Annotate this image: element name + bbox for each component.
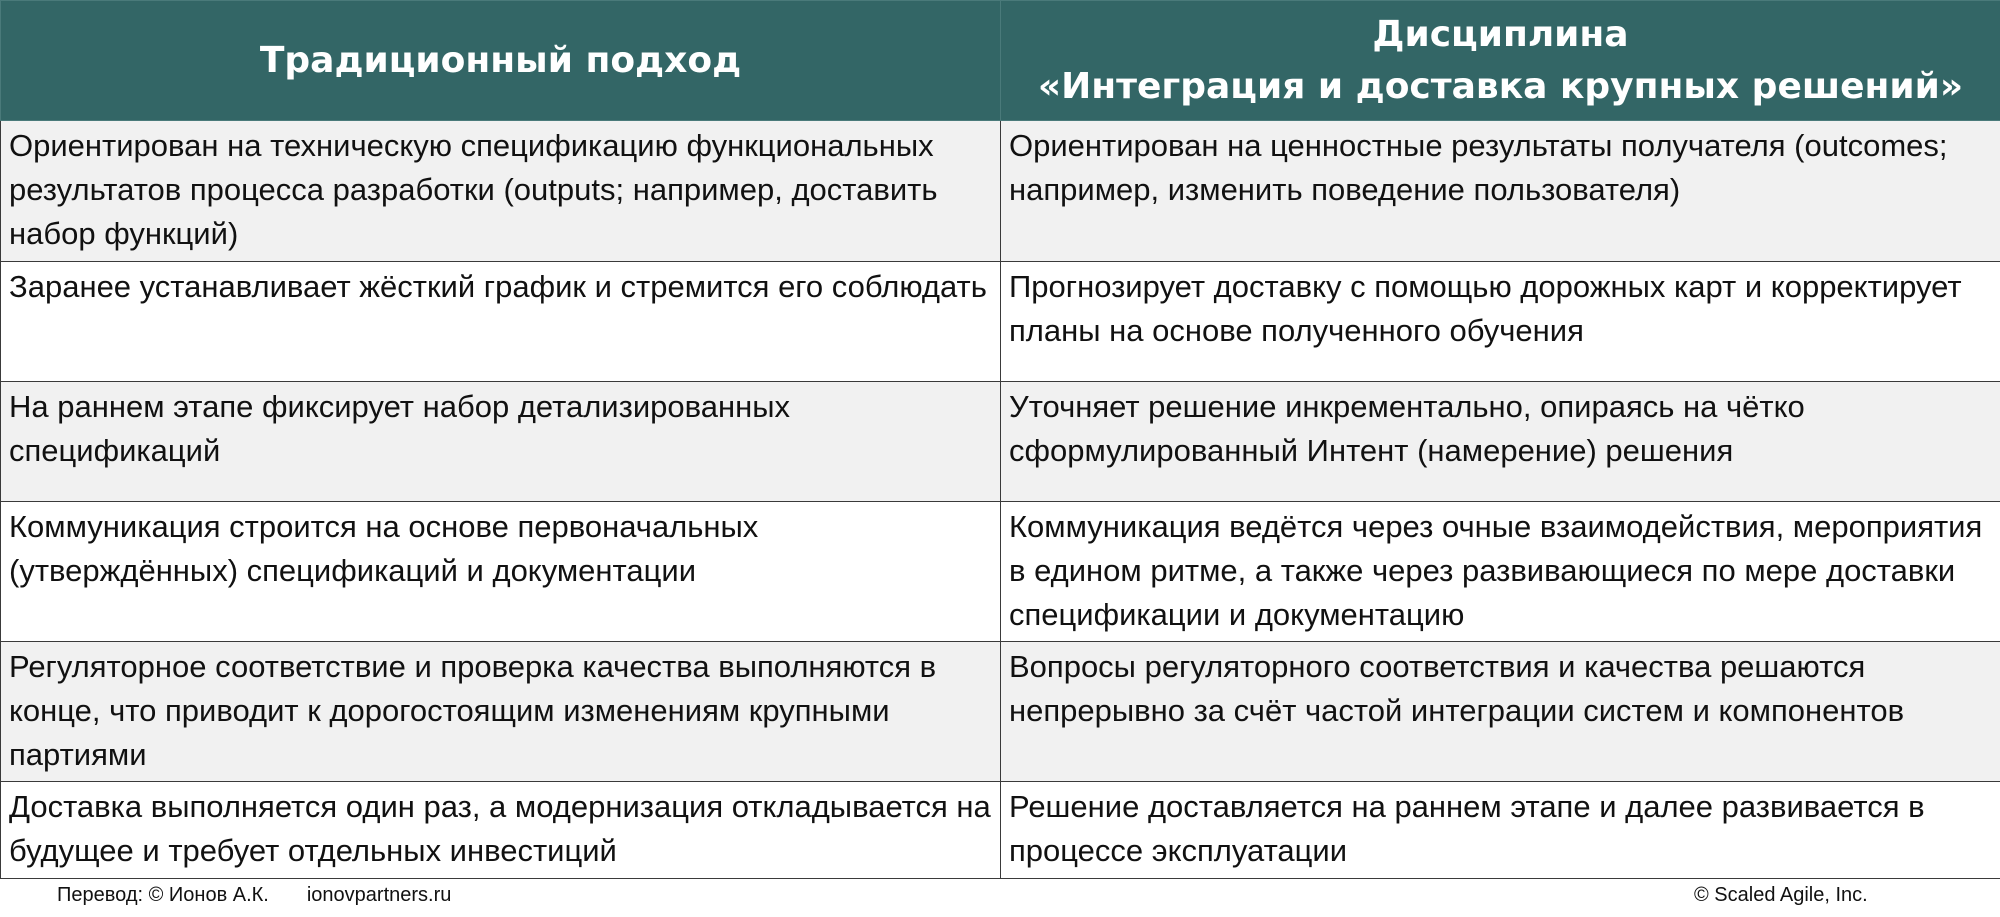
- table-row: [1, 121, 2000, 262]
- header-discipline-line1: Дисциплина: [1372, 13, 1629, 55]
- table-row: [1, 382, 2000, 502]
- copyright-notice: © Scaled Agile, Inc.: [1694, 884, 1868, 906]
- cell-discipline: Коммуникация ведётся через очные взаимодействия, мероприятия в едином ритме, а также через развивающиеся по мере доставки спецификации и документацию: [1001, 502, 2000, 642]
- cell-traditional: Заранее устанавливает жёсткий график и стремится его соблюдать: [1, 262, 1001, 382]
- table-row: [1, 642, 2000, 782]
- cell-discipline: Ориентирован на ценностные результаты получателя (outcomes; например, изменить поведение пользователя): [1001, 121, 2000, 262]
- table-row: [1, 502, 2000, 642]
- cell-traditional: Коммуникация строится на основе первоначальных (утверждённых) спецификаций и документации: [1, 502, 1001, 642]
- header-discipline-line2: «Интеграция и доставка крупных решений»: [1037, 65, 1964, 107]
- header-discipline: [1001, 1, 2000, 121]
- header-row: [1, 1, 2000, 121]
- cell-discipline: Прогнозирует доставку с помощью дорожных карт и корректирует планы на основе полученного обучения: [1001, 262, 2000, 382]
- site-link[interactable]: ionovpartners.ru: [306, 884, 452, 906]
- cell-discipline: Уточняет решение инкрементально, опираясь на чётко сформулированный Интент (намерение) решения: [1001, 382, 2000, 502]
- translation-credit: Перевод: © Ионов А.К.: [57, 884, 269, 906]
- table-row: [1, 782, 2000, 879]
- cell-traditional: На раннем этапе фиксирует набор детализированных спецификаций: [1, 382, 1001, 502]
- cell-traditional: Регуляторное соответствие и проверка качества выполняются в конце, что приводит к дорогостоящим изменениям крупными партиями: [1, 642, 1001, 782]
- cell-traditional: Доставка выполняется один раз, а модернизация откладывается на будущее и требует отдельных инвестиций: [1, 782, 1001, 879]
- cell-discipline: Решение доставляется на раннем этапе и далее развивается в процессе эксплуатации: [1001, 782, 2000, 879]
- cell-traditional: Ориентирован на техническую спецификацию функциональных результатов процесса разработки (outputs; например, доставить набор функций): [1, 121, 1001, 262]
- table-row: [1, 262, 2000, 382]
- cell-discipline: Вопросы регуляторного соответствия и качества решаются непрерывно за счёт частой интеграции систем и компонентов: [1001, 642, 2000, 782]
- header-traditional: [1, 1, 1001, 121]
- footer-credits: [57, 884, 451, 907]
- header-traditional-label: Традиционный подход: [259, 39, 742, 81]
